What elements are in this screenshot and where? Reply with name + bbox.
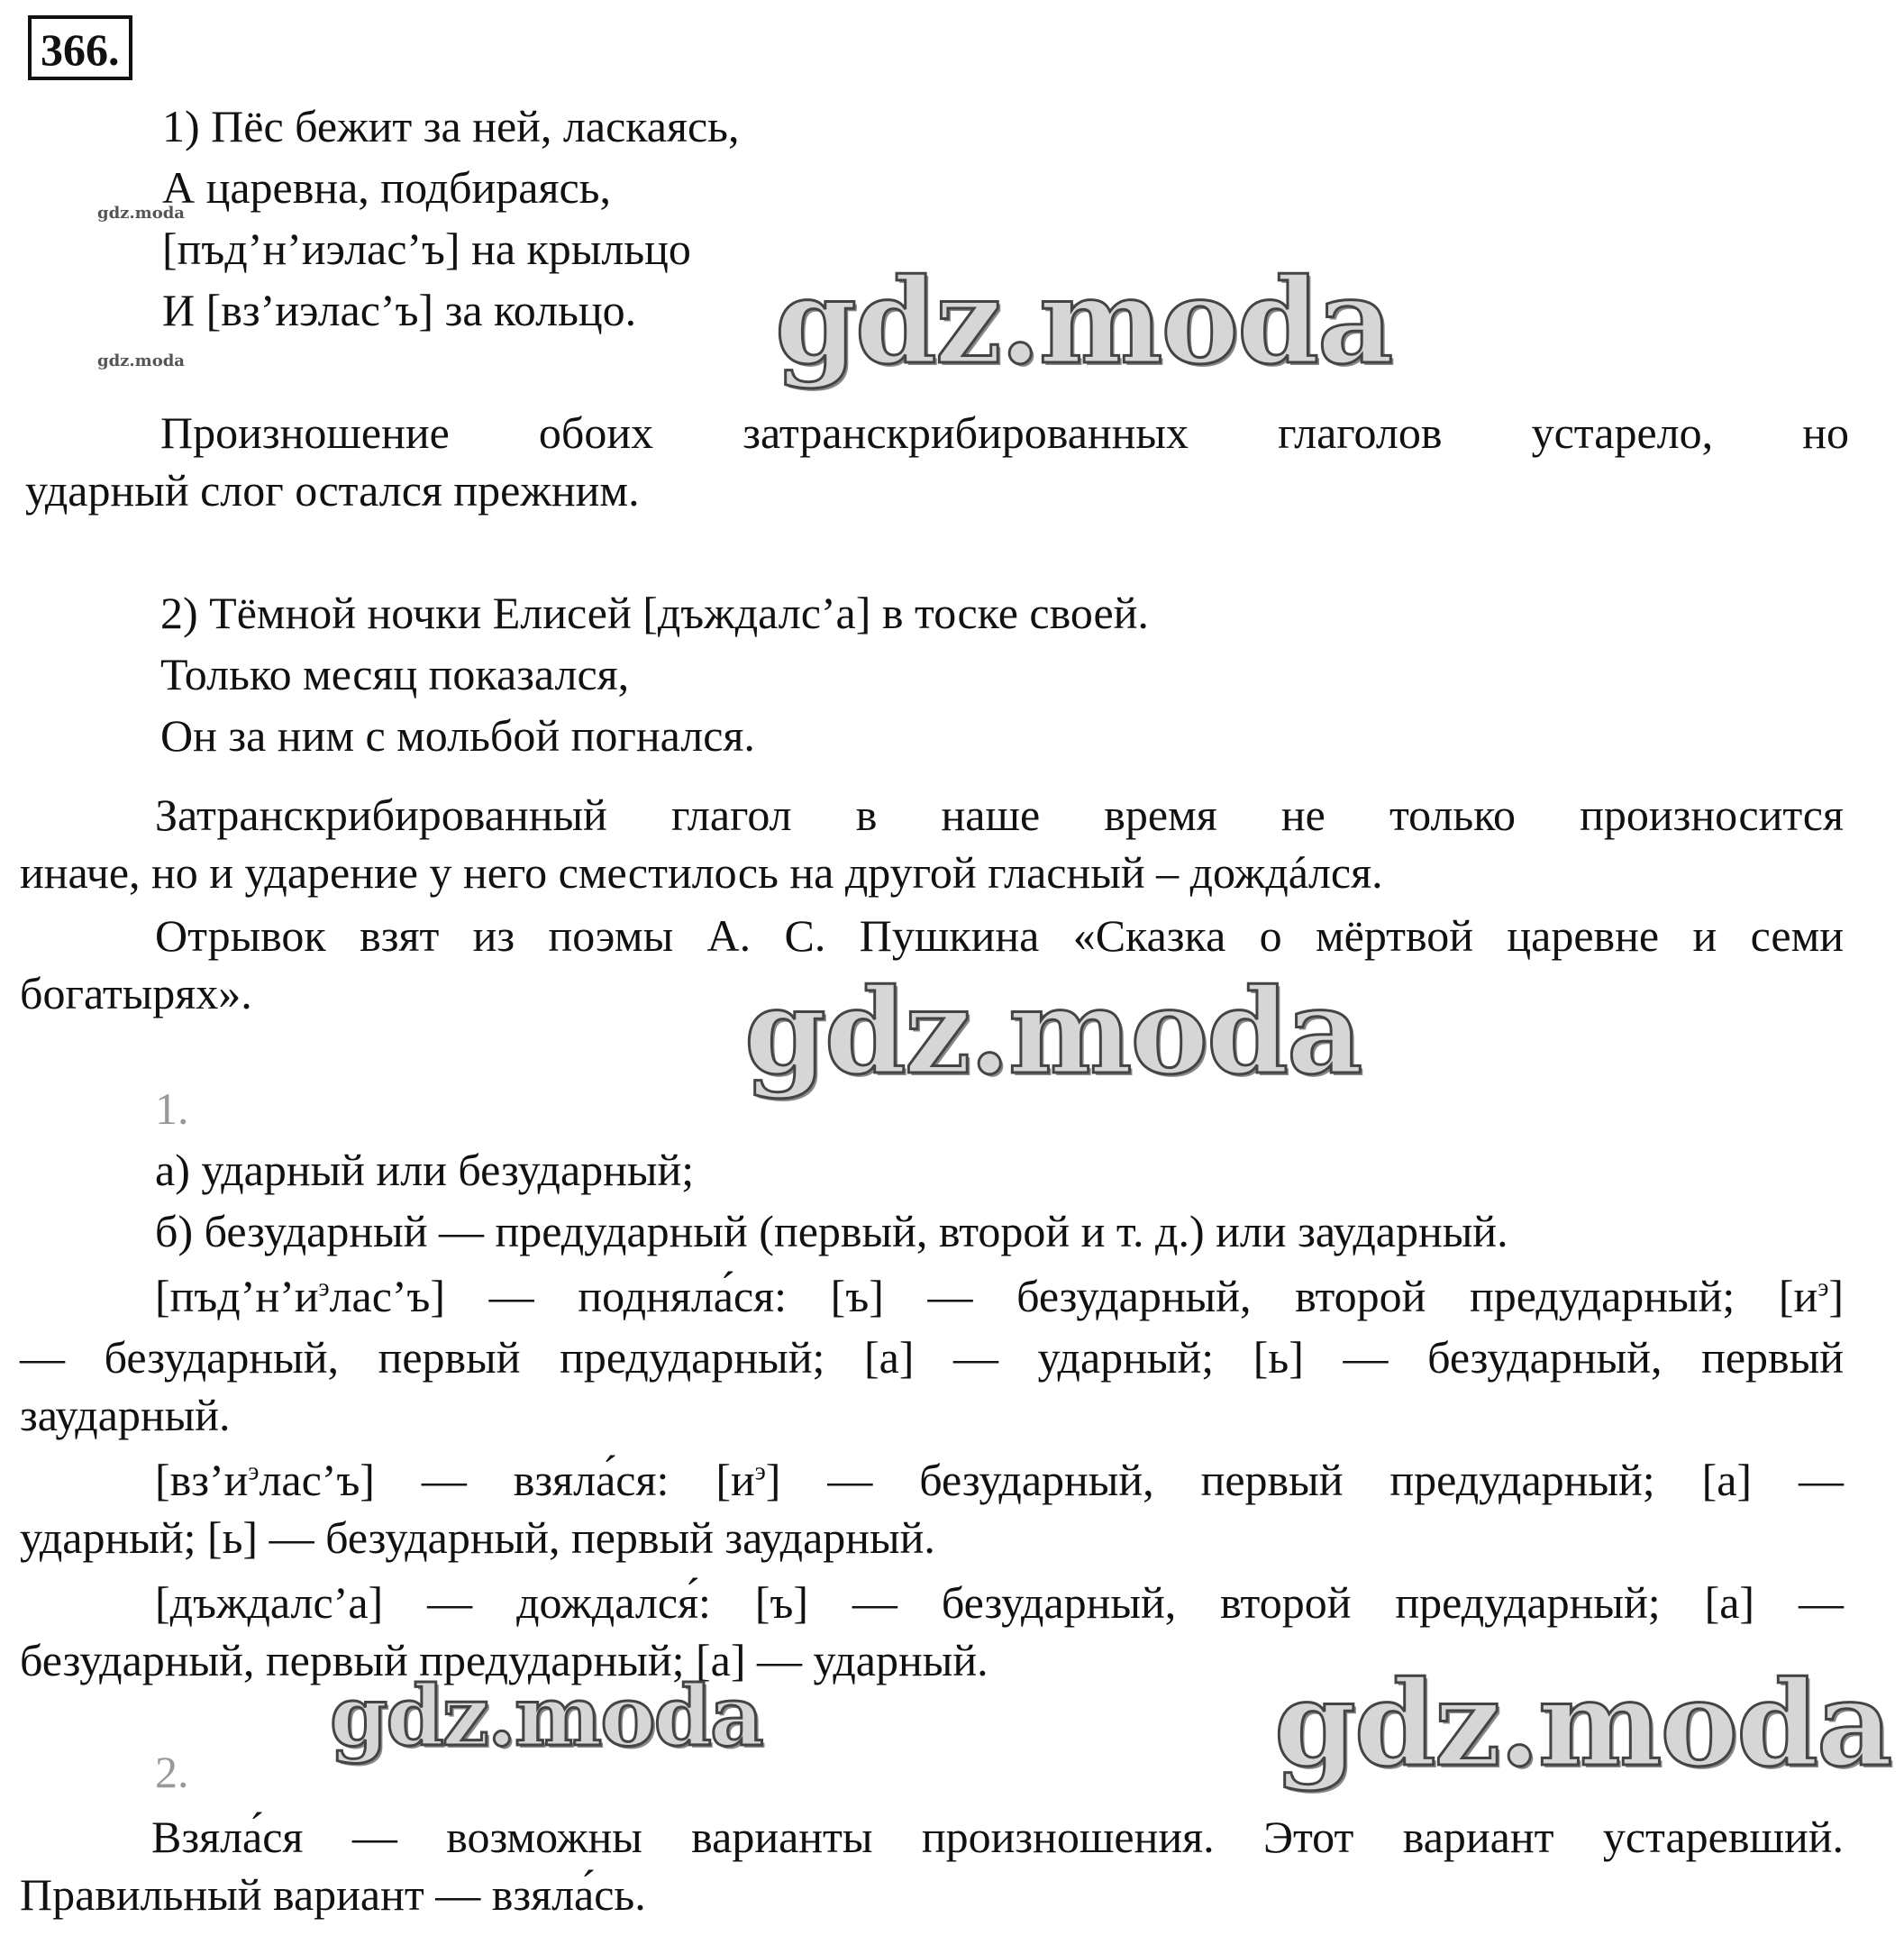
comment1-line2: ударный слог остался прежним. bbox=[25, 465, 640, 516]
analysis3-line1: [дъждалс’а] — дождался́: [ъ] — безударный, второй предударный; [а] — bbox=[155, 1577, 1844, 1628]
analysis2-line1 bbox=[155, 1449, 1844, 1511]
sup-e-4: э bbox=[754, 1457, 766, 1486]
sup-e-1: э bbox=[318, 1274, 330, 1302]
watermark-small-2: gdz.moda bbox=[97, 352, 185, 370]
verse2-line1: 2) Тёмной ночки Елисей [дъждалс’а] в тоске своей. bbox=[160, 588, 1149, 638]
analysis1-mid: лас’ъ] — подняла́ся: [ъ] — безударный, второй предударный; [и bbox=[329, 1271, 1818, 1321]
verse1-line4: И [вз’иэлас’ъ] за кольцо. bbox=[162, 285, 637, 335]
section2-line2: Правильный вариант — взяла́сь. bbox=[20, 1869, 646, 1920]
analysis1-pre: [пъд’н’и bbox=[155, 1271, 319, 1321]
analysis2-mid: лас’ъ] — взяла́ся: [и bbox=[259, 1455, 755, 1505]
analysis2-line2: ударный; [ь] — безударный, первый заударный. bbox=[20, 1512, 935, 1563]
analysis3-line2: безударный, первый предударный; [а] — ударный. bbox=[20, 1635, 988, 1685]
section2-line1: Взяла́ся — возможны варианты произношения. Этот вариант устаревший. bbox=[151, 1812, 1844, 1862]
comment1-line1: Произношение обоих затранскрибированных глаголов устарело, но bbox=[160, 407, 1849, 458]
watermark-large-3: gdz.moda bbox=[330, 1667, 762, 1765]
analysis1-line1 bbox=[155, 1265, 1844, 1327]
section1-item-a: а) ударный или безударный; bbox=[155, 1145, 695, 1195]
analysis2-post: ] — безударный, первый предударный; [а] — bbox=[765, 1455, 1844, 1505]
verse1-line3: [пъд’н’иэлас’ъ] на крыльцо bbox=[162, 224, 691, 274]
analysis1-line3: заударный. bbox=[20, 1390, 231, 1440]
section1-item-b: б) безударный — предударный (первый, второй и т. д.) или заударный. bbox=[155, 1206, 1508, 1256]
source-line1: Отрывок взят из поэмы А. С. Пушкина «Сказка о мёртвой царевне и семи bbox=[155, 910, 1844, 961]
comment2-line2: иначе, но и ударение у него сместилось на другой гласный – дождáлся. bbox=[20, 847, 1383, 898]
sup-e-3: э bbox=[248, 1457, 260, 1486]
analysis2-pre: [вз’и bbox=[155, 1455, 249, 1505]
task-number-box bbox=[28, 15, 132, 80]
watermark-small-1: gdz.moda bbox=[97, 204, 185, 223]
analysis1-post: ] bbox=[1828, 1271, 1844, 1321]
watermark-large-2: gdz.moda bbox=[744, 963, 1362, 1100]
section2-number: 2. bbox=[155, 1747, 189, 1797]
verse1-line1: 1) Пёс бежит за ней, ласкаясь, bbox=[162, 101, 740, 151]
verse1-line2: А царевна, подбираясь, bbox=[162, 162, 611, 213]
section1-number: 1. bbox=[155, 1083, 189, 1134]
watermark-large-1: gdz.moda bbox=[775, 252, 1392, 390]
verse2-line2: Только месяц показался, bbox=[160, 649, 630, 699]
source-line2: богатырях». bbox=[20, 968, 252, 1018]
analysis1-line2: — безударный, первый предударный; [а] — ударный; [ь] — безударный, первый bbox=[20, 1332, 1844, 1383]
watermark-large-4: gdz.moda bbox=[1274, 1655, 1891, 1793]
comment2-line1: Затранскрибированный глагол в наше время не только произносится bbox=[155, 790, 1844, 840]
verse2-line3: Он за ним с мольбой погнался. bbox=[160, 710, 755, 761]
sup-e-2: э bbox=[1817, 1274, 1829, 1302]
task-number: 366. bbox=[41, 24, 120, 75]
